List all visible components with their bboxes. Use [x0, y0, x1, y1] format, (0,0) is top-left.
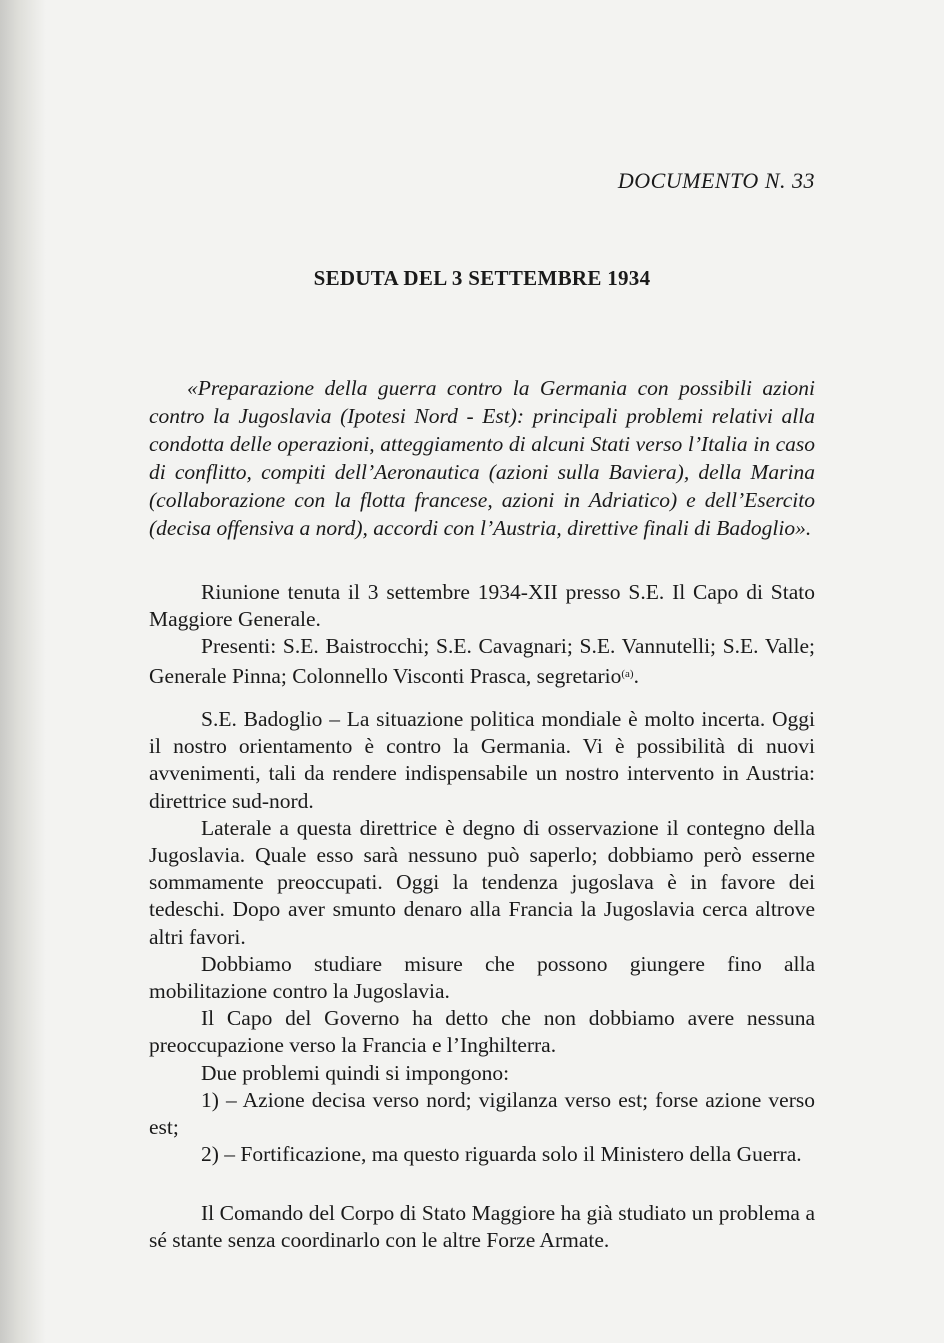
page-binding-shadow — [0, 0, 46, 1343]
speech-paragraph-3: Dobbiamo studiare misure che possono giungere fino alla mobilitazione contro la Jugoslavia. — [149, 951, 815, 1004]
meeting-info — [149, 579, 815, 690]
page-title: SEDUTA DEL 3 SETTEMBRE 1934 — [313, 266, 651, 290]
footnote-marker: (a) — [621, 667, 634, 680]
present-list: Presenti: S.E. Baistrocchi; S.E. Cavagnari; S.E. Vannutelli; S.E. Valle; Generale Pinna; Colonnello Visconti Prasca, segretario — [149, 634, 815, 688]
present-end: . — [633, 663, 639, 688]
meeting-present — [149, 633, 815, 689]
speech-paragraph-5: Due problemi quindi si impongono: — [201, 1060, 510, 1085]
closing-section — [149, 1200, 815, 1254]
meeting-intro: Riunione tenuta il 3 settembre 1934-XII presso S.E. Il Capo di Stato Maggiore Generale. — [149, 580, 815, 632]
speech-list-item-2: 2) – Fortificazione, ma questo riguarda solo il Ministero della Guerra. — [201, 1142, 802, 1167]
document-number: DOCUMENTO N. 33 — [617, 168, 815, 193]
speech-section — [149, 706, 815, 1168]
speech-paragraph-4: Il Capo del Governo ha detto che non dobbiamo avere nessuna preoccupazione verso la Francia e l’Inghilterra. — [149, 1006, 815, 1058]
speech-paragraph-2: Laterale a questa direttrice è degno di osservazione il contegno della Jugoslavia. Quale esso sarà nessuno può saperlo; dobbiamo però esserne sommamente preoccupati. Oggi la tendenza jugoslava è in favore dei tedeschi. Dopo aver smunto denaro alla Francia la Jugoslavia cerca altrove altri favori. — [149, 815, 815, 949]
speech-paragraph-1: S.E. Badoglio – La situazione politica mondiale è molto incerta. Oggi il nostro orientamento è contro la Germania. Vi è possibilità di nuovi avvenimenti, tali da rendere indispensabile un nostro intervento in Austria: direttrice sud-nord. — [149, 707, 815, 813]
closing-paragraph: Il Comando del Corpo di Stato Maggiore ha già studiato un problema a sé stante senza coordinarlo con le altre Forze Armate. — [149, 1201, 815, 1253]
abstract-paragraph: «Preparazione della guerra contro la Germania con possibili azioni contro la Jugoslavia (Ipotesi Nord - Est): principali problemi relativi alla condotta delle operazioni, atteggiamento di alcuni Stati verso l’Italia in caso di conflitto, compiti dell’Aeronautica (azioni sulla Baviera), della Marina (collaborazione con la flotta francese, azioni in Adriatico) e dell’Esercito (decisa offensiva a nord), accordi con l’Austria, direttive finali di Badoglio». — [149, 376, 815, 540]
speech-list-item-1: 1) – Azione decisa verso nord; vigilanza verso est; forse azione verso est; — [149, 1087, 815, 1140]
